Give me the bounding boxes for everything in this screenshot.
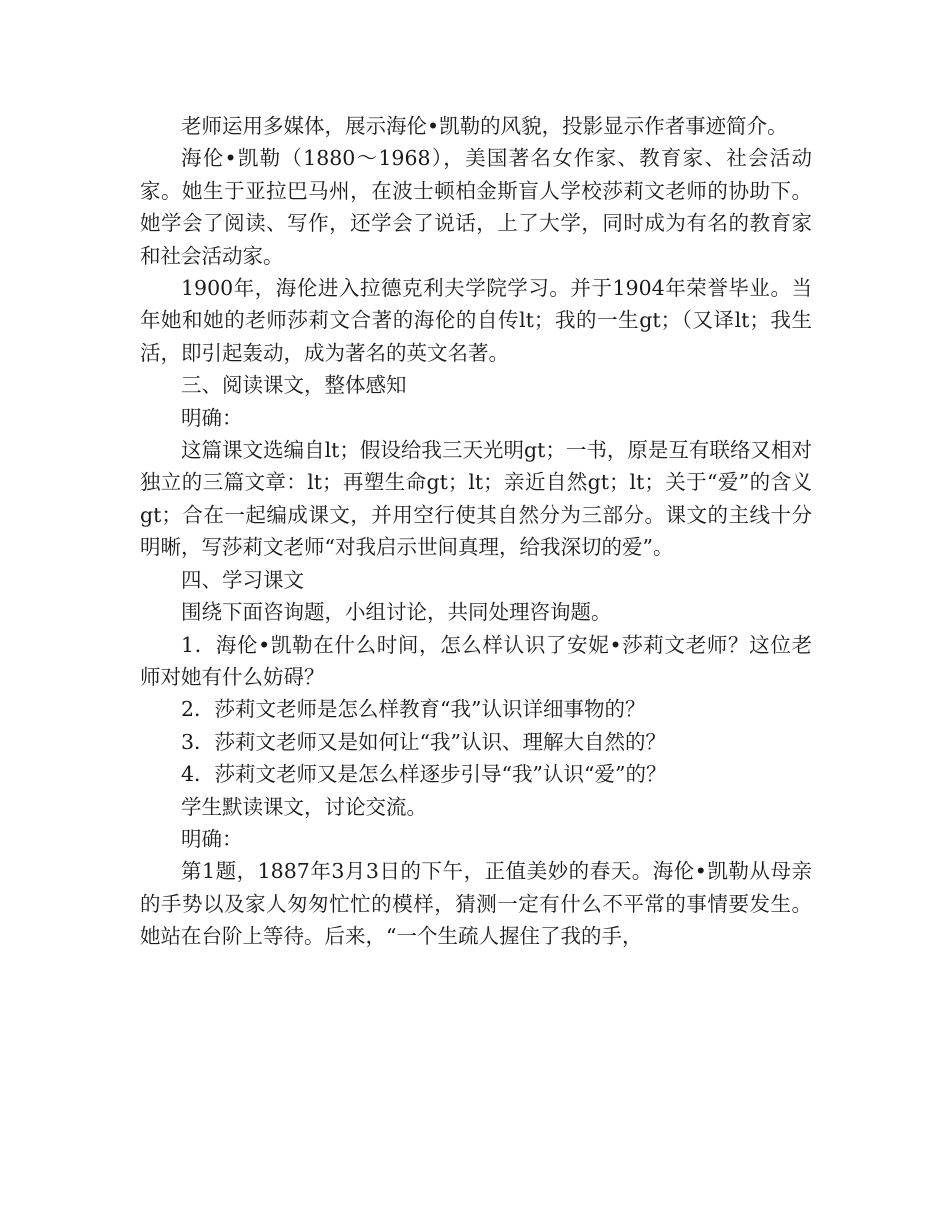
paragraph-college: 1900年，海伦进入拉德克利夫学院学习。并于1904年荣誉毕业。当年她和她的老师莎莉文合著的海伦的自传lt；我的一生gt；（又译lt；我生活，即引起轰动，成为著名的英文名著。 xyxy=(140,276,812,365)
paragraph-author-bio: 海伦•凯勒（1880～1968），美国著名女作家、教育家、社会活动家。她生于亚拉巴马州，在波士顿柏金斯盲人学校莎莉文老师的协助下。她学会了阅读、写作，还学会了说话，上了大学，同时成为有名的教育家和社会活动家。 xyxy=(140,146,812,268)
section-heading-reading: 三、阅读课文，整体感知 xyxy=(181,373,407,398)
question-1: 1．海伦•凯勒在什么时间，怎么样认识了安妮•莎莉文老师？这位老师对她有什么妨碍？ xyxy=(140,632,812,689)
paragraph-silent-reading: 学生默读课文，讨论交流。 xyxy=(181,794,427,819)
question-2: 2．莎莉文老师是怎么样教育“我”认识详细事物的？ xyxy=(181,697,646,722)
paragraph-discussion-intro: 围绕下面咨询题，小组讨论，共同处理咨询题。 xyxy=(181,600,612,625)
section-heading-study: 四、学习课文 xyxy=(181,567,304,592)
question-4: 4．莎莉文老师又是怎么样逐步引导“我”认识“爱”的？ xyxy=(181,762,667,787)
paragraph-intro-multimedia: 老师运用多媒体，展示海伦•凯勒的风貌，投影显示作者事迹简介。 xyxy=(181,114,788,138)
paragraph-answer-1: 第1题，1887年3月3日的下午，正值美妙的春天。海伦•凯勒从母亲的手势以及家人匆匆忙忙的模样，猜测一定有什么不平常的事情要发生。她站在台阶上等待。后来，“一个生疏人握住了我的手， xyxy=(140,859,812,949)
paragraph-answer-label: 明确： xyxy=(181,405,243,430)
body-text xyxy=(140,110,812,953)
question-3: 3．莎莉文老师又是如何让“我”认识、理解大自然的？ xyxy=(181,729,667,754)
paragraph-text-source: 这篇课文选编自lt；假设给我三天光明gt；一书，原是互有联络又相对独立的三篇文章：lt；再塑生命gt；lt；亲近自然gt；lt；关于“爱”的含义gt；合在一起编成课文，并用空行使其自然分为三部分。课文的主线十分明晰，写莎莉文老师“对我启示世间真理，给我深切的爱”。 xyxy=(140,438,812,560)
paragraph-answer-label-2: 明确： xyxy=(181,826,243,851)
